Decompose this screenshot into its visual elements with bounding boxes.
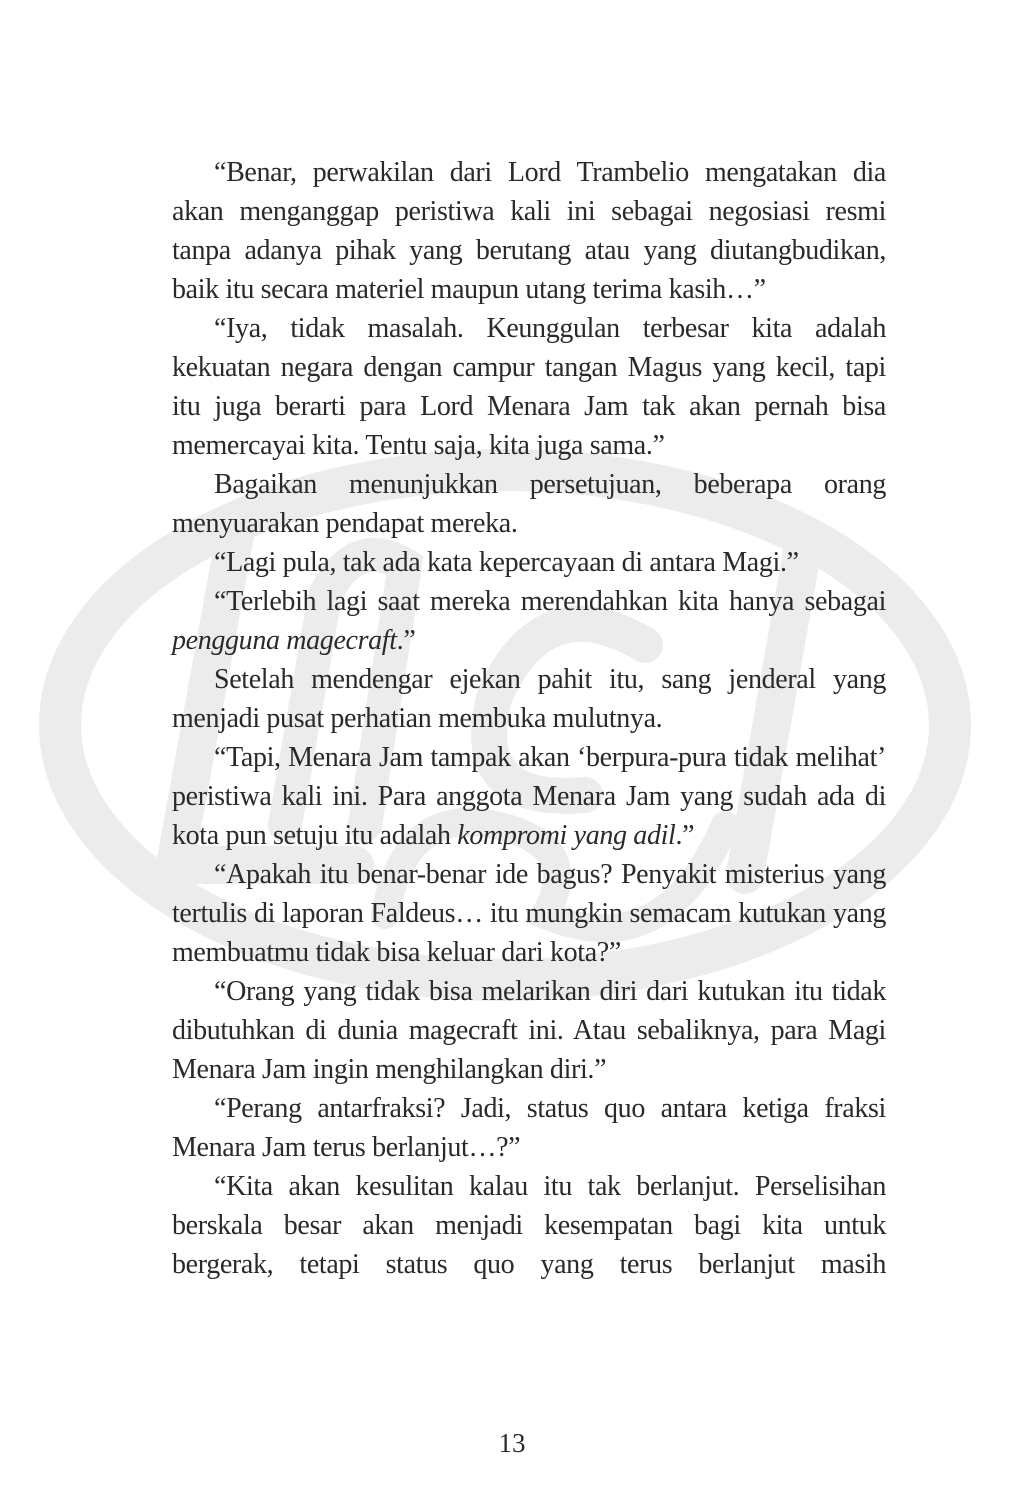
text-run: “Lagi pula, tak ada kata kepercayaan di antara Magi.” [214,547,799,578]
text-run: “Terlebih lagi saat mereka merendahkan kita hanya sebagai [214,586,886,617]
italic-text: pengguna magecraft [172,625,397,656]
paragraph [172,738,886,855]
text-run: Setelah mendengar ejekan pahit itu, sang jenderal yang menjadi pusat perhatian membuka mulutnya. [172,664,886,734]
text-run: “Benar, perwakilan dari Lord Trambelio mengatakan dia akan menganggap peristiwa kali ini sebagai negosiasi resmi tanpa adanya pihak yang berutang atau yang diutangbudikan, baik itu secara materiel maupun utang terima kasih…” [172,157,886,305]
text-run: “Tapi, Menara Jam tampak akan ‘berpura-pura tidak melihat’ peristiwa kali ini. Para anggota Menara Jam yang sudah ada di kota pun setuju itu adalah [172,742,886,851]
paragraph [172,855,886,972]
text-run: “Apakah itu benar-benar ide bagus? Penyakit misterius yang tertulis di laporan Faldeus… itu mungkin semacam kutukan yang membuatmu tidak bisa keluar dari kota?” [172,859,886,968]
text-run: “Orang yang tidak bisa melarikan diri dari kutukan itu tidak dibutuhkan di dunia magecraft ini. Atau sebaliknya, para Magi Menara Jam ingin menghilangkan diri.” [172,976,886,1085]
paragraph [172,1167,886,1284]
page-number: 13 [498,1428,526,1458]
paragraph [172,153,886,309]
text-run: .” [396,625,416,656]
paragraph [172,1089,886,1167]
paragraph [172,543,886,582]
text-run: “Perang antarfraksi? Jadi, status quo antara ketiga fraksi Menara Jam terus berlanjut…?” [172,1093,886,1163]
text-run: .” [675,820,695,851]
text-run: “Kita akan kesulitan kalau itu tak berlanjut. Perselisihan berskala besar akan menjadi kesempatan bagi kita untuk bergerak, tetapi status quo yang terus berlanjut masih [172,1171,886,1280]
paragraph [172,465,886,543]
paragraph [172,972,886,1089]
text-run: “Iya, tidak masalah. Keunggulan terbesar kita adalah kekuatan negara dengan campur tangan Magus yang kecil, tapi itu juga berarti para Lord Menara Jam tak akan pernah bisa memercayai kita. Tentu saja, kita juga sama.” [172,313,886,461]
text-run: Bagaikan menunjukkan persetujuan, beberapa orang menyuarakan pendapat mereka. [172,469,886,539]
body-text [172,153,886,1284]
paragraph [172,309,886,465]
italic-text: kompromi yang adil [457,820,676,851]
paragraph [172,660,886,738]
paragraph [172,582,886,660]
